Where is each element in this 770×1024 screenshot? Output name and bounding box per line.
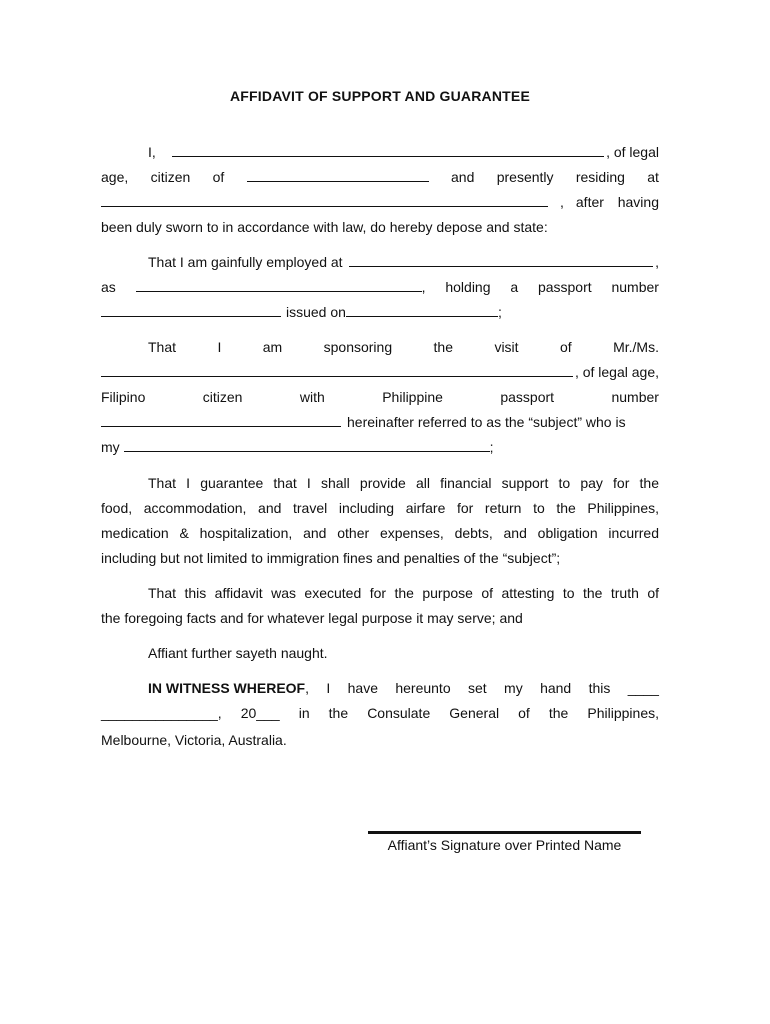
- word: ,: [560, 194, 564, 210]
- p1-text: , of legal: [606, 144, 659, 160]
- word: of: [518, 705, 530, 721]
- citizenship-field[interactable]: [247, 168, 429, 182]
- word: Philippines,: [587, 705, 659, 721]
- word: passport: [537, 279, 592, 295]
- signature-label: Affiant’s Signature over Printed Name: [387, 837, 622, 853]
- word: have: [347, 680, 378, 696]
- word: and: [451, 169, 475, 185]
- p2-line-2: [101, 277, 659, 297]
- signature-line[interactable]: [368, 831, 641, 834]
- word: ,: [655, 254, 659, 270]
- subject-passport-field[interactable]: [101, 413, 341, 427]
- passport-number-field[interactable]: [101, 303, 281, 317]
- word: hand: [540, 680, 572, 696]
- word: at: [647, 169, 659, 185]
- word: , of legal age,: [574, 364, 659, 380]
- p3-line-2: [101, 362, 659, 382]
- word: ,: [421, 279, 426, 295]
- relationship-field[interactable]: [124, 438, 490, 452]
- word: ;: [489, 439, 494, 455]
- word: of: [559, 339, 572, 355]
- word: visit: [494, 339, 519, 355]
- p7-line-2: [101, 703, 659, 723]
- p1-line-1: [101, 142, 659, 162]
- employer-field[interactable]: [349, 253, 654, 267]
- word: citizen: [150, 169, 191, 185]
- word: ,: [305, 680, 310, 696]
- word: a: [510, 279, 519, 295]
- word: hereunto: [395, 680, 451, 696]
- name-field[interactable]: [172, 143, 604, 157]
- year-field[interactable]: 20___: [240, 705, 280, 721]
- word: with: [299, 389, 325, 405]
- word: my: [101, 439, 120, 455]
- document-title: AFFIDAVIT OF SUPPORT AND GUARANTEE: [229, 88, 531, 104]
- word: having: [617, 194, 659, 210]
- word: the: [433, 339, 454, 355]
- word: am: [262, 339, 283, 355]
- p3-line-5: [101, 437, 659, 457]
- position-field[interactable]: [136, 278, 422, 292]
- p3-line-3: [101, 387, 659, 407]
- word: residing: [575, 169, 625, 185]
- word: ;: [497, 304, 502, 320]
- p3-line-4: [101, 412, 659, 432]
- p1-line-2: [101, 167, 659, 187]
- word: hereinafter referred to as the “subject” who is: [347, 414, 626, 430]
- day-field[interactable]: ____: [627, 680, 659, 696]
- p1-line-4: been duly sworn to in accordance with law, do hereby depose and state:: [101, 219, 548, 235]
- p2-line-3: [101, 302, 659, 322]
- word: I: [326, 680, 331, 696]
- word: the: [548, 705, 569, 721]
- p7-line-1: [101, 678, 659, 698]
- issue-date-underline[interactable]: [346, 303, 498, 317]
- word: citizen: [202, 389, 243, 405]
- p1-text: I,: [148, 144, 156, 160]
- p4-line-1: That I guarantee that I shall provide all financial support to pay for the: [148, 475, 659, 491]
- p1-line-3: [101, 192, 659, 212]
- word: That: [148, 339, 177, 355]
- word: age,: [101, 169, 129, 185]
- p4-line-4: including but not limited to immigration fines and penalties of the “subject”;: [101, 550, 561, 566]
- p2-text: That I am gainfully employed at: [148, 254, 343, 270]
- p2-line-1: [101, 252, 659, 272]
- p5-line-1: That this affidavit was executed for the purpose of attesting to the truth of: [148, 585, 659, 601]
- word: this: [588, 680, 611, 696]
- p6-line: Affiant further sayeth naught.: [148, 645, 328, 661]
- word: after: [575, 194, 604, 210]
- word: Filipino: [101, 389, 146, 405]
- word: in: [298, 705, 310, 721]
- month-field[interactable]: _______________,: [101, 705, 222, 721]
- word: I: [217, 339, 222, 355]
- word: number: [611, 389, 659, 405]
- word: holding: [445, 279, 491, 295]
- word: the: [328, 705, 349, 721]
- witness-heading: IN WITNESS WHEREOF: [148, 680, 306, 696]
- word: number: [611, 279, 659, 295]
- word: General: [449, 705, 500, 721]
- subject-name-field[interactable]: [101, 363, 573, 377]
- word: Mr./Ms.: [613, 339, 659, 355]
- p5-line-2: the foregoing facts and for whatever legal purpose it may serve; and: [101, 610, 523, 626]
- p4-line-2: food, accommodation, and travel including airfare for return to the Philippines,: [101, 500, 659, 516]
- p4-line-3: medication & hospitalization, and other expenses, debts, and obligation incurred: [101, 525, 659, 541]
- word: set: [467, 680, 487, 696]
- word: Consulate: [367, 705, 431, 721]
- word: my: [504, 680, 523, 696]
- p7-line-3: Melbourne, Victoria, Australia.: [101, 732, 287, 748]
- document-page: [101, 0, 659, 1024]
- p3-line-1: [101, 337, 659, 357]
- word: sponsoring: [323, 339, 393, 355]
- word: Philippine: [382, 389, 443, 405]
- word: as: [101, 279, 116, 295]
- word: issued on: [286, 304, 346, 320]
- word: presently: [496, 169, 554, 185]
- address-field[interactable]: [101, 193, 548, 207]
- word: passport: [500, 389, 555, 405]
- word: of: [212, 169, 225, 185]
